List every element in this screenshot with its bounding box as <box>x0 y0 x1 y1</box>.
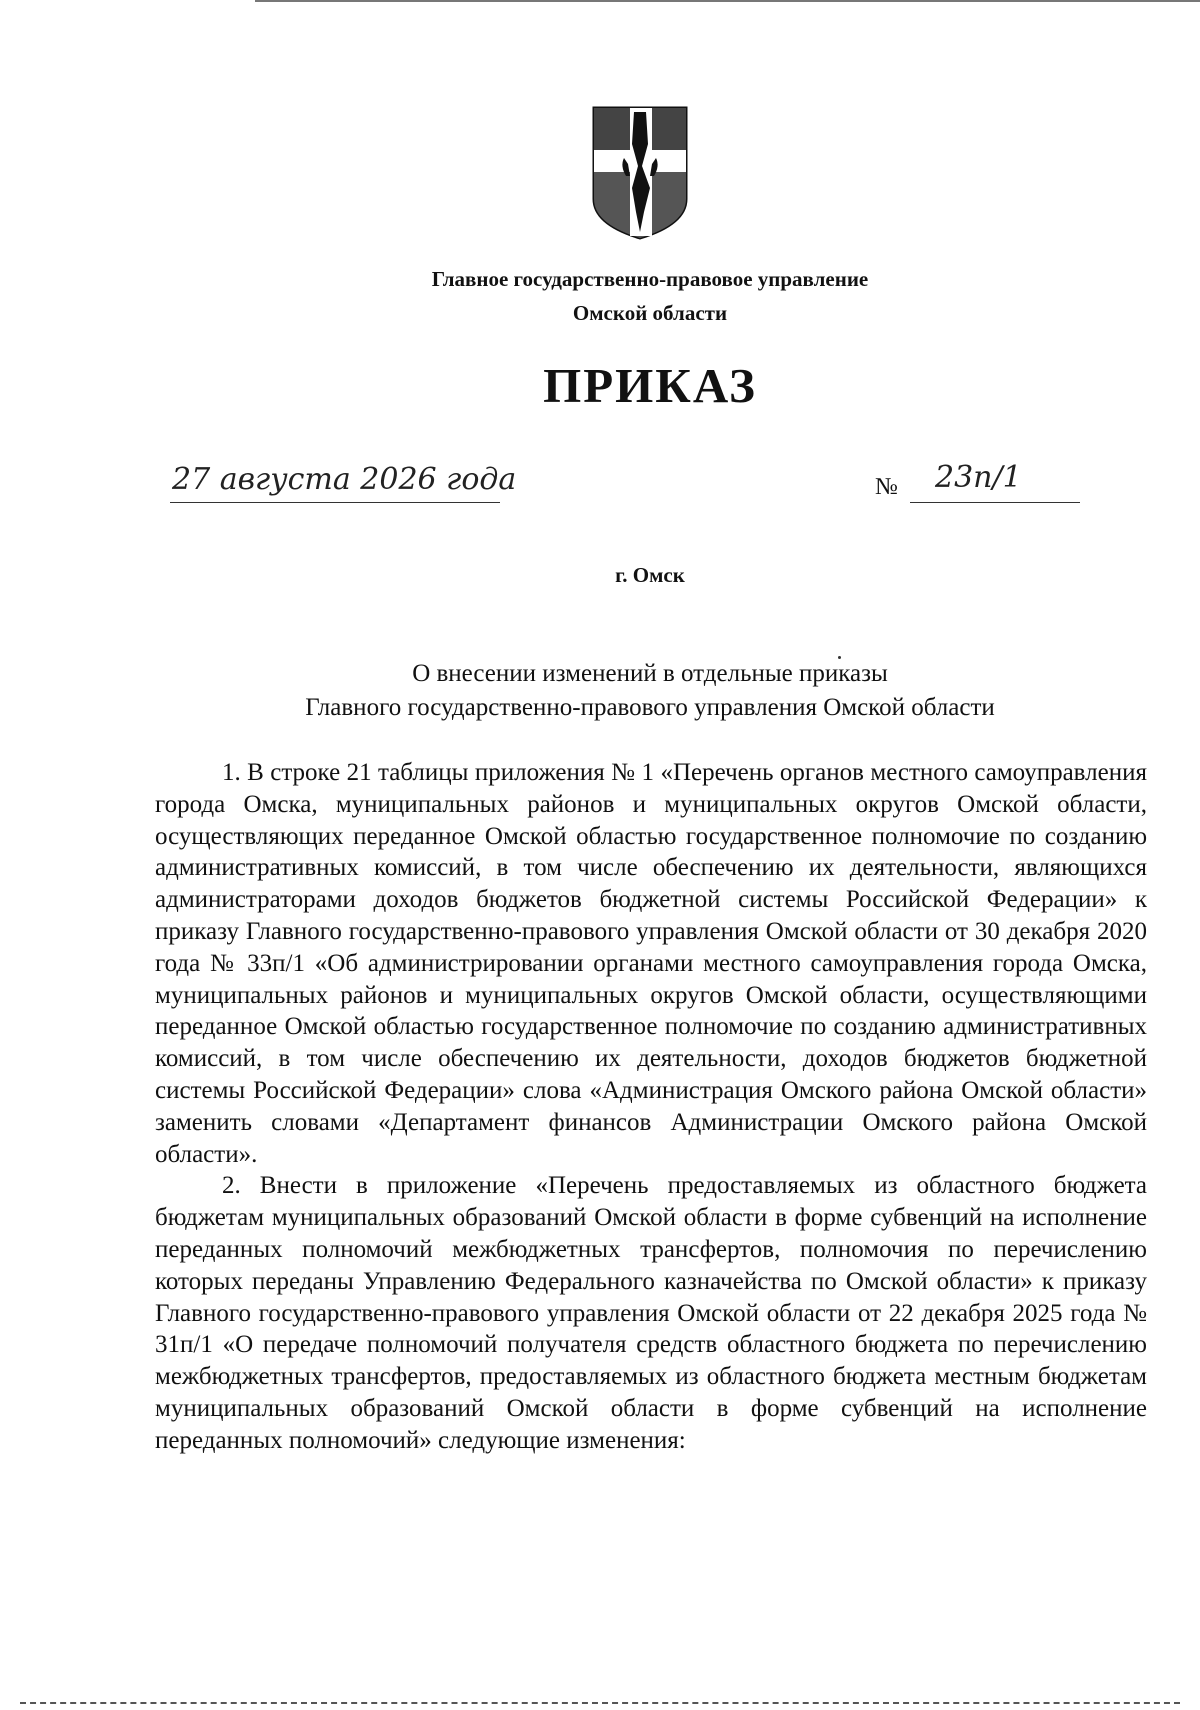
top-scan-edge <box>255 0 1200 2</box>
scan-speck <box>838 656 841 659</box>
number-underline <box>910 502 1080 503</box>
handwritten-date: 27 августа 2026 года <box>172 462 517 497</box>
subject-line2: Главного государственно-правового управления Омской области <box>305 694 995 721</box>
document-body <box>155 757 1147 1457</box>
org-name-line2: Омской области <box>572 301 728 325</box>
paragraph-2: 2. Внести в приложение «Перечень предоставляемых из областного бюджета бюджетам муниципальных образований Омской области в форме субвенций на исполнение переданных полномочий межбюджетных трансфертов, полномочия по перечислению которых переданы Управлению Федерального казначейства по Омской области» к приказу Главного государственно-правового управления Омской области от 22 декабря 2025 года № 31п/1 «О передаче полномочий получателя средств областного бюджета по перечислению межбюджетных трансфертов, предоставляемых из областного бюджета местным бюджетам муниципальных образований Омской области в форме субвенций на исполнение переданных полномочий» следующие изменения: <box>155 1172 1147 1454</box>
handwritten-number: 23п/1 <box>935 460 1022 495</box>
number-sign: № <box>875 474 898 500</box>
city-label: г. Омск <box>615 563 685 587</box>
org-name-line1: Главное государственно-правовое управление <box>431 267 869 291</box>
document-type-title: ПРИКАЗ <box>543 358 757 413</box>
paragraph-1: 1. В строке 21 таблицы приложения № 1 «Перечень органов местного самоуправления города Омска, муниципальных районов и муниципальных округов Омской области, осуществляющих переданное Омской областью государственное полномочие по созданию административных комиссий, в том числе обеспечению их деятельности, являющихся администраторами доходов бюджетов бюджетной системы Российской Федерации» к приказу Главного государственно-правового управления Омской области от 30 декабря 2020 года № 33п/1 «Об администрировании органами местного самоуправления города Омска, муниципальных районов и муниципальных округов Омской области, осуществляющими переданное Омской областью государственное полномочие по созданию административных комиссий, в том числе обеспечению их деятельности, доходов бюджетов бюджетной системы Российской Федерации» слова «Администрация Омского района Омской области» заменить словами «Департамент финансов Администрации Омского района Омской области». <box>155 759 1147 1168</box>
coat-of-arms-emblem <box>590 104 690 241</box>
date-underline <box>170 502 500 503</box>
subject-line1: О внесении изменений в отдельные приказы <box>412 660 888 687</box>
bottom-scan-edge <box>20 1702 1180 1706</box>
